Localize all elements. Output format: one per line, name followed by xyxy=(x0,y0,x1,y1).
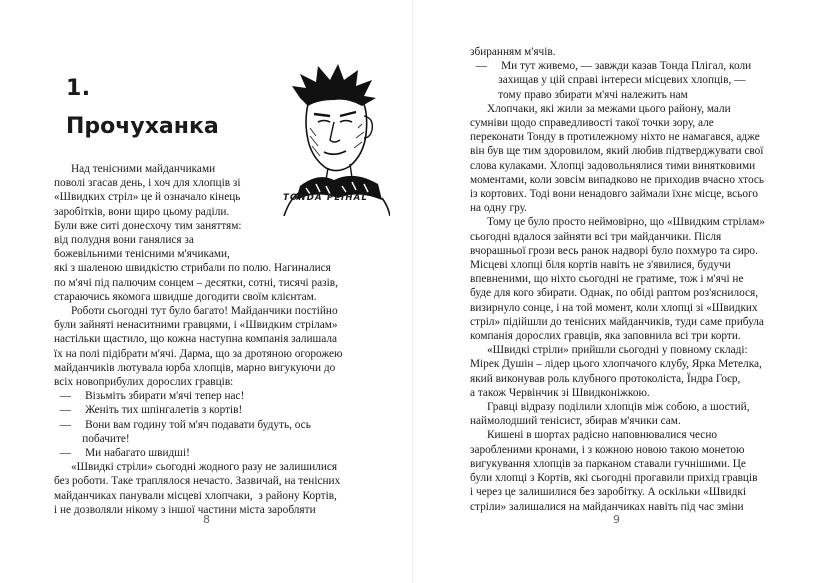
portrait-caption: TONDA PLÍHAL xyxy=(283,193,369,203)
left-page-body: Над тенісними майданчиками поволі згасав день, і хоч для хлопців зі «Швидких стріл» це й означало кінець заробітків, вони щиро цьому раділи. Були вже ситі донесхочу тим заняттям: від полудня вони ганялися за божевільними тенісними м'ячиками, які з шаленою швидкістю стрибали по полю. Нагиналися по м'ячі під палючим сонцем – десятки, сотні, тисячі разів, стараючись якомога швидше догодити своїм клієнтам. Роботи сьогодні тут було багато! Майданчики постійно були зайняті ненаситними гравцями, і «Швидким стрілам» настільки щастило, що кожна наступна компанія залишала їх на полі підібрати м'ячі. Дарма, що за дротяною огорожею майданчиків лютувала юрба хлопців, марно вигукуючи до всіх новоприбулих дорослих гравців: — Візьміть збирати м'ячі тепер нас! — Женіть тих шпінгалетів з кортів! — Вони вам годину той м'яч подавати будуть, ось побачите! — Ми набагато швидші! «Швидкі стріли» сьогодні жодного разу не залишилися без роботи. Таке траплялося нечасто. Зазвичай, на тенісних майданчиках панували місцеві хлопчаки, з району Кортів, і не дозволяли нікому з іншої частини міста заробляти xyxy=(54,163,343,516)
page-number-right: 9 xyxy=(613,513,620,526)
portrait-nose xyxy=(330,122,340,142)
portrait-brows xyxy=(314,112,356,116)
left-page xyxy=(0,0,412,583)
portrait-eyes xyxy=(318,121,352,123)
chapter-number: 1. xyxy=(66,76,91,101)
portrait-mouth xyxy=(324,151,346,154)
portrait-shading xyxy=(310,124,364,156)
page-number-left: 8 xyxy=(203,513,210,526)
portrait-hair xyxy=(292,64,376,106)
right-page-body: збиранням м'ячів. — Ми тут живемо, — завжди казав Тонда Плігал, коли захищав у цій справі інтереси місцевих хлопців, — тому право збирати м'ячі належить нам Хлопчаки, які жили за межами цього району, мали сумніви щодо справедливості такої точки зору, але переконати Тонду в протилежному ніхто не намагався, адже він був ще тим здоровилом, який любив підтверджувати свої слова кулаками. Хлопці задовольнялися тими винятковими моментами, коли зовсім випадково не приходив вчасно хтось із кортових. Тоді вони ненадовго займали їхнє місце, всього на одну гру. Тому це було просто неймовірно, що «Швидким стрілам» сьогодні вдалося зайняти всі три майданчики. Після вчорашньої грози весь ранок надворі було похмуро та сиро. Місцеві хлопці біля кортів навіть не з'явилися, будучи впевненими, що ніхто сьогодні не гратиме, тож і м'ячі не буде для кого збирати. Однак, по обіді раптом роз'яснилося, визирнуло сонце, і на той момент, коли хлопці зі «Швидких стріл» підійшли до тенісних майданчиків, туди саме прибула компанія дорослих гравців, яка заповнила всі три корти. «Швидкі стріли» прийшли сьогодні у повному складі: Мірек Душін – лідер цього хлопчачого клубу, Ярка Метелка, який виконував роль клубного протоколіста, Їндра Гоєр, а також Червінчик зі Швидконіжкою. Гравці відразу поділили хлопців між собою, а шостий, наймолодший тенісист, збирав м'ячики сам. Кишені в шортах радісно наповнювалися чесно заробленими кронами, і з кожною новою такою монетою вигукування хлопців за парканом ставали гучнішими. Це були хлопці з Кортів, які сьогодні прогавили прихід гравців і через це залишилися без заробітку. А оскільки «Швидкі стріли» залишалися на майданчиках навіть під час зміни xyxy=(470,46,765,513)
chapter-title: Прочуханка xyxy=(66,114,219,139)
